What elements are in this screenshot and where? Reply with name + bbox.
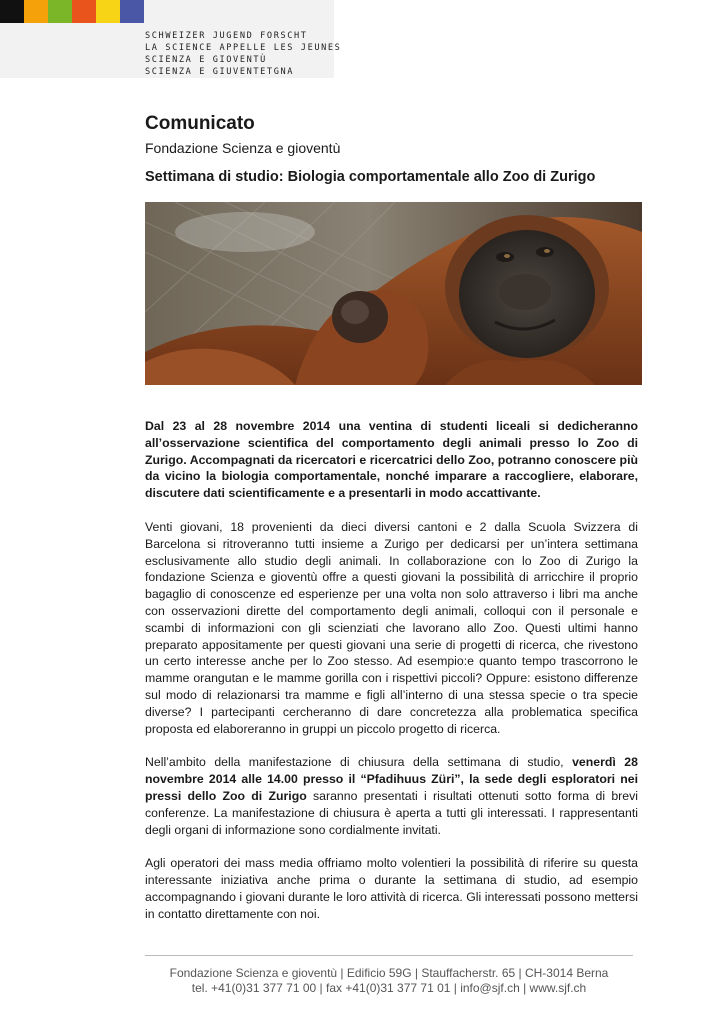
org-name-rm: SCIENZA E GIUVENTETGNA	[145, 67, 295, 77]
stripe-3	[48, 0, 72, 23]
body-paragraph-3: Agli operatori dei mass media offriamo molto volentieri la possibilità di riferire su questa interessante iniziativa anche prima o durante la settimana di studio, ad esempio accompagnando i giovani durante le loro attività di ricerca. Gli interessati possono mettersi in contatto direttamente con noi.	[145, 856, 638, 921]
footer-contact: tel. +41(0)31 377 71 00 | fax +41(0)31 377 71 01 | info@sjf.ch | www.sjf.ch	[191, 981, 587, 995]
body-paragraph-2	[145, 754, 638, 838]
orangutan-photo	[145, 202, 642, 385]
organization-names	[145, 30, 341, 78]
stripe-6	[120, 0, 144, 23]
color-stripes	[0, 0, 144, 23]
stripe-1	[0, 0, 24, 23]
lead-paragraph: Dal 23 al 28 novembre 2014 una ventina di studenti liceali si dedicheranno all’osservazione scientifica del comportamento degli animali presso lo Zoo di Zurigo. Accompagnati da ricercatori e ricercatrici dello Zoo, potranno conoscere più da vicino la biologia comportamentale, nonché imparare a raccogliere, elaborare, discutere dati scientificamente e a presentarli in modo accattivante.	[145, 419, 638, 501]
event-details: venerdì 28 novembre 2014 alle 14.00 presso il “Pfadihuus Züri”, la sede degli esploratori nei pressi dello Zoo di Zurigo	[145, 755, 638, 803]
para2-end: saranno presentati i risultati ottenuti sotto forma di brevi conferenze. La manifestazione di chiusura è aperta a tutti gli interessati. I rappresentanti degli organi di informazione sono cordialmente invitati.	[145, 788, 638, 837]
document-title: Comunicato	[145, 113, 255, 134]
document-body	[145, 112, 638, 923]
document-headline: Settimana di studio: Biologia comportamentale allo Zoo di Zurigo	[145, 169, 596, 185]
footer	[145, 966, 633, 996]
stripe-2	[24, 0, 48, 23]
letterhead	[0, 0, 342, 78]
org-name-de: SCHWEIZER JUGEND FORSCHT	[145, 31, 308, 41]
footer-divider	[145, 955, 633, 956]
stripe-5	[96, 0, 120, 23]
body-paragraph-1: Venti giovani, 18 provenienti da dieci diversi cantoni e 2 dalla Scuola Svizzera di Barcelona si ritroveranno tutti insieme a Zurigo per dedicarsi per un’intera settimana esclusivamente allo studio degli animali. In collaborazione con lo Zoo di Zurigo la fondazione Scienza e gioventù offre a questi giovani la possibilità di arricchire il proprio bagaglio di conoscenze ed esperienze per una volta non solo attraverso i libri ma anche con osservazioni dirette del comportamento degli animali, colloqui con il personale e scambi di informazioni con gli scienziati che lavorano allo Zoo. Questi ultimi hanno preparato appositamente per questi giovani una serie di progetti di ricerca, che rivestono un certo interesse anche per lo Zoo stesso. Ad esempio:e quanto tempo trascorrono le mamme orangutan e le mamme gorilla con i rispettivi piccoli? Oppure: esistono differenze sul modo di relazionarsi tra mamme e figli all’interno di una stessa specie o tra specie diverse? I partecipanti cercheranno di dare concretezza alla problematica specifica proposta ed elaboreranno in gruppi un piccolo progetto di ricerca.	[145, 519, 638, 736]
org-name-it: SCIENZA E GIOVENTÙ	[145, 55, 267, 65]
para2-start: Nell’ambito della manifestazione di chiusura della settimana di studio,	[145, 755, 573, 770]
footer-address: Fondazione Scienza e gioventù | Edificio 59G | Stauffacherstr. 65 | CH-3014 Berna	[169, 966, 609, 980]
document-subtitle: Fondazione Scienza e gioventù	[145, 140, 341, 156]
stripe-4	[72, 0, 96, 23]
org-name-fr: LA SCIENCE APPELLE LES JEUNES	[145, 43, 342, 53]
